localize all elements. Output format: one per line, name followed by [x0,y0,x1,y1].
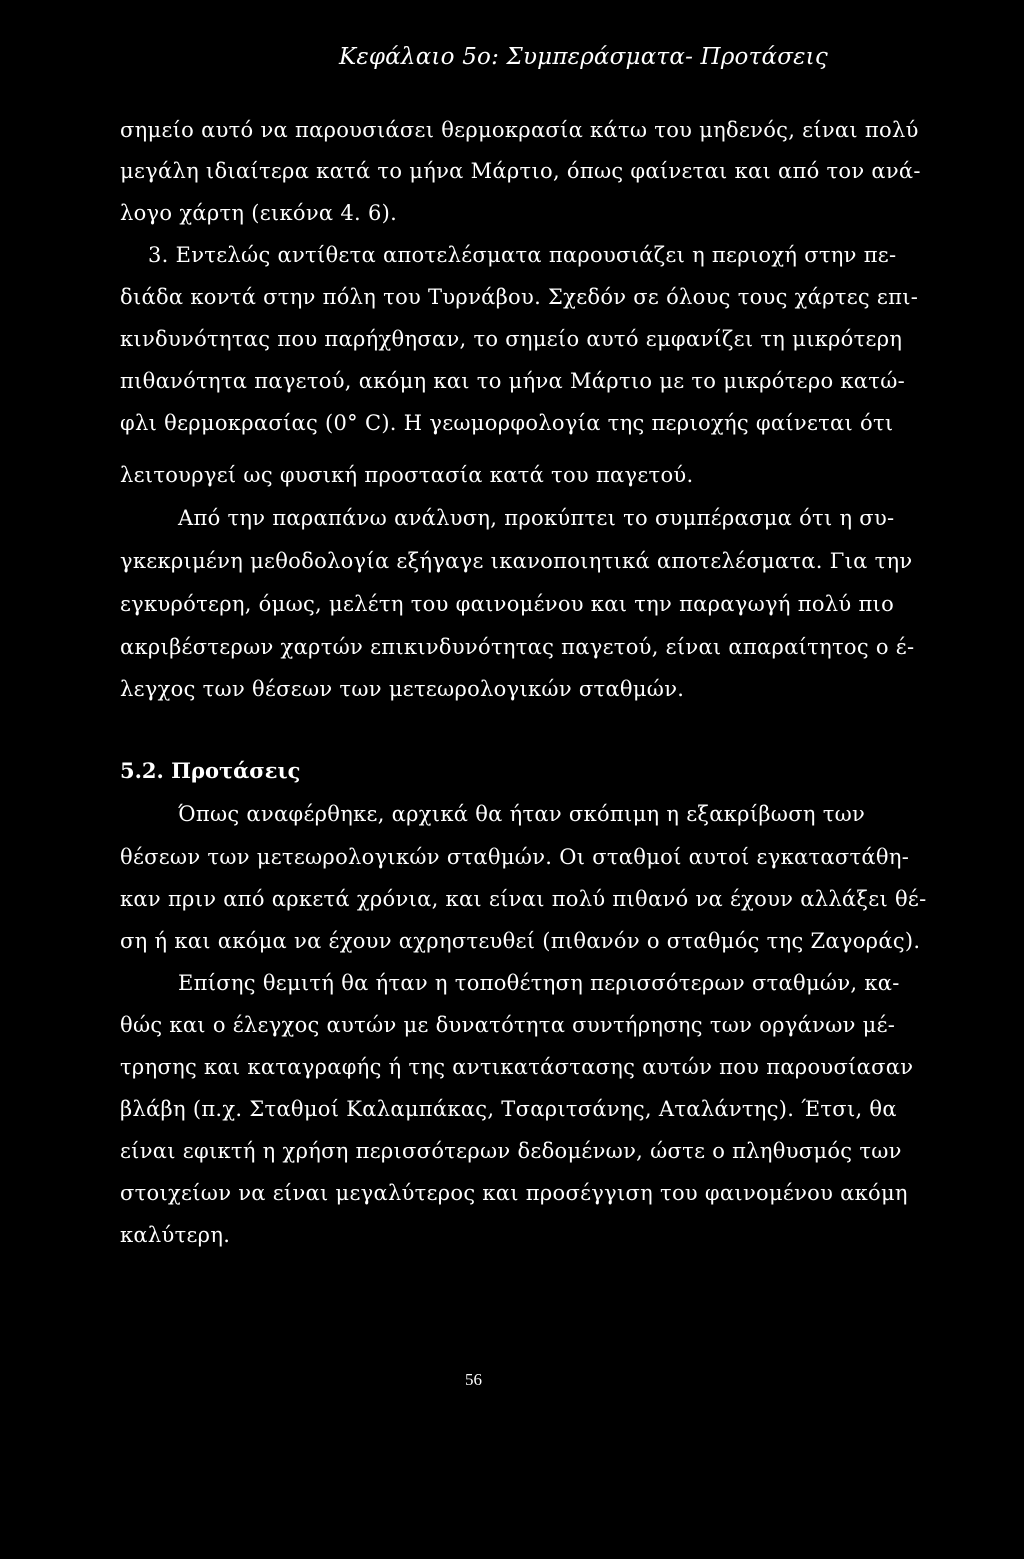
body-line: ακριβέστερων χαρτών επικινδυνότητας παγετού, είναι απαραίτητος ο έ- [120,635,915,659]
body-line: λειτουργεί ως φυσική προστασία κατά του παγετού. [120,463,694,487]
section-line: είναι εφικτή η χρήση περισσότερων δεδομένων, ώστε ο πληθυσμός των [120,1139,902,1163]
page-number: 56 [465,1370,482,1389]
body-line: φλι θερμοκρασίας (0° C). Η γεωμορφολογία της περιοχής φαίνεται ότι [120,411,894,435]
body-line: Από την παραπάνω ανάλυση, προκύπτει το συμπέρασμα ότι η συ- [178,506,895,530]
body-line: κινδυνότητας που παρήχθησαν, το σημείο αυτό εμφανίζει τη μικρότερη [120,327,903,351]
section-line: Όπως αναφέρθηκε, αρχικά θα ήταν σκόπιμη η εξακρίβωση των [178,802,866,826]
body-line: λογο χάρτη (εικόνα 4. 6). [120,201,398,225]
body-line: σημείο αυτό να παρουσιάσει θερμοκρασία κάτω του μηδενός, είναι πολύ [120,118,919,142]
section-line: θέσεων των μετεωρολογικών σταθμών. Οι σταθμοί αυτοί εγκαταστάθη- [120,845,910,869]
section-line: στοιχείων να είναι μεγαλύτερος και προσέγγιση του φαινομένου ακόμη [120,1181,908,1205]
section-line: ση ή και ακόμα να έχουν αχρηστευθεί (πιθανόν ο σταθμός της Ζαγοράς). [120,929,921,953]
body-line: εγκυρότερη, όμως, μελέτη του φαινομένου και την παραγωγή πολύ πιο [120,592,895,616]
body-line: 3. Εντελώς αντίθετα αποτελέσματα παρουσιάζει η περιοχή στην πε- [148,243,897,267]
section-line: καλύτερη. [120,1223,231,1247]
section-line: τρησης και καταγραφής ή της αντικατάστασης αυτών που παρουσίασαν [120,1055,914,1079]
section-line: καν πριν από αρκετά χρόνια, και είναι πολύ πιθανό να έχουν αλλάξει θέ- [120,887,927,911]
section-line: Επίσης θεμιτή θα ήταν η τοποθέτηση περισσότερων σταθμών, κα- [178,971,900,995]
section-line: θώς και ο έλεγχος αυτών με δυνατότητα συντήρησης των οργάνων μέ- [120,1013,896,1037]
section-heading: 5.2. Προτάσεις [120,758,301,783]
running-header: Κεφάλαιο 5ο: Συμπεράσματα- Προτάσεις [338,44,828,70]
body-line: μεγάλη ιδιαίτερα κατά το μήνα Μάρτιο, όπως φαίνεται και από τον ανά- [120,159,921,183]
body-line: διάδα κοντά στην πόλη του Τυρνάβου. Σχεδόν σε όλους τους χάρτες επι- [120,285,919,309]
body-line: πιθανότητα παγετού, ακόμη και το μήνα Μάρτιο με το μικρότερο κατώ- [120,369,906,393]
body-line: γκεκριμένη μεθοδολογία εξήγαγε ικανοποιητικά αποτελέσματα. Για την [120,549,913,573]
section-line: βλάβη (π.χ. Σταθμοί Καλαμπάκας, Τσαριτσάνης, Αταλάντης). Έτσι, θα [120,1097,897,1121]
body-line: λεγχος των θέσεων των μετεωρολογικών σταθμών. [120,677,685,701]
